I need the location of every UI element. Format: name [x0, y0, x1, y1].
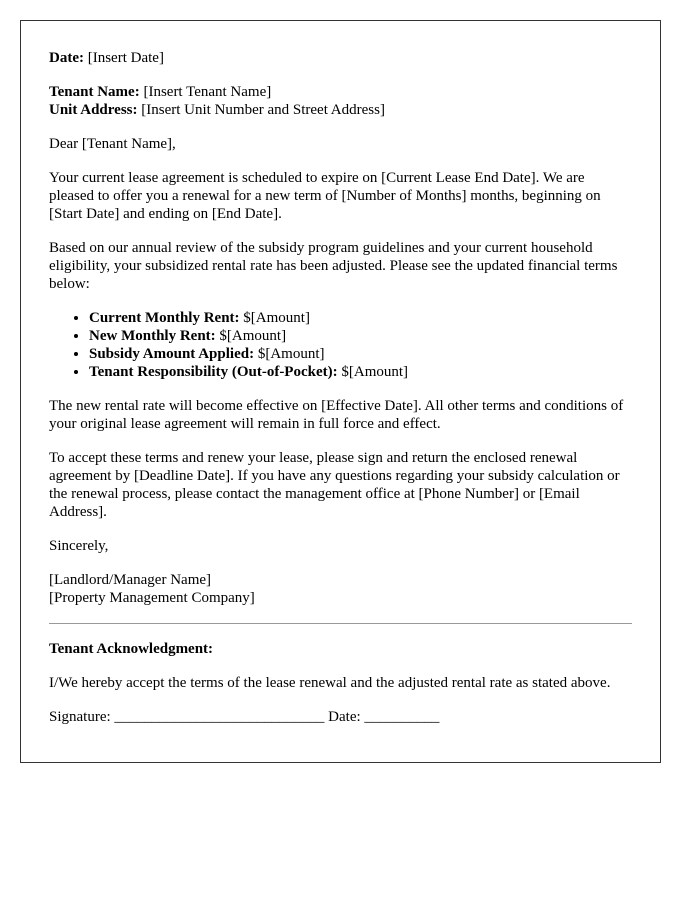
salutation: Dear [Tenant Name],	[49, 136, 176, 152]
paragraph-effective-date: The new rental rate will become effective on [Effective Date]. All other terms and conditions of your original lease agreement will remain in full force and effect.	[49, 398, 624, 432]
list-item: • Current Monthly Rent: $[Amount]	[89, 309, 632, 327]
signature-field[interactable]: ____________________________	[114, 709, 325, 725]
paragraph-renewal-offer: Your current lease agreement is scheduled to expire on [Current Lease End Date]. We are pleased to offer you a renewal for a new term of [Number of Months] months, beginning on [Start Date] and ending on [End Date].	[49, 170, 601, 222]
date-field[interactable]: __________	[364, 709, 440, 725]
divider	[49, 623, 632, 624]
closing: Sincerely,	[49, 538, 109, 554]
paragraph-instructions: To accept these terms and renew your lease, please sign and return the enclosed renewal agreement by [Deadline Date]. If you have any questions regarding your subsidy calculation or the renewal process, please contact the management office at [Phone Number] or [Email Address].	[49, 450, 620, 520]
list-item: • Subsidy Amount Applied: $[Amount]	[89, 345, 632, 363]
signature-line: Signature: ____________________________ Date: __________	[49, 709, 440, 725]
paragraph-subsidy-review: Based on our annual review of the subsidy program guidelines and your current household eligibility, your subsidized rental rate has been adjusted. Please see the updated financial terms below:	[49, 240, 618, 292]
financial-terms-list	[49, 309, 632, 381]
acknowledgment-text: I/We hereby accept the terms of the lease renewal and the adjusted rental rate as stated above.	[49, 675, 611, 691]
list-item: • Tenant Responsibility (Out-of-Pocket): $[Amount]	[89, 363, 632, 381]
date-line: Date: [Insert Date]	[49, 50, 164, 66]
lease-renewal-letter	[20, 20, 661, 763]
tenant-info: Tenant Name: [Insert Tenant Name] Unit Address: [Insert Unit Number and Street Address]	[49, 84, 385, 118]
acknowledgment-heading: Tenant Acknowledgment:	[49, 641, 214, 657]
list-item: • New Monthly Rent: $[Amount]	[89, 327, 632, 345]
signer-block: [Landlord/Manager Name] [Property Management Company]	[49, 572, 255, 606]
